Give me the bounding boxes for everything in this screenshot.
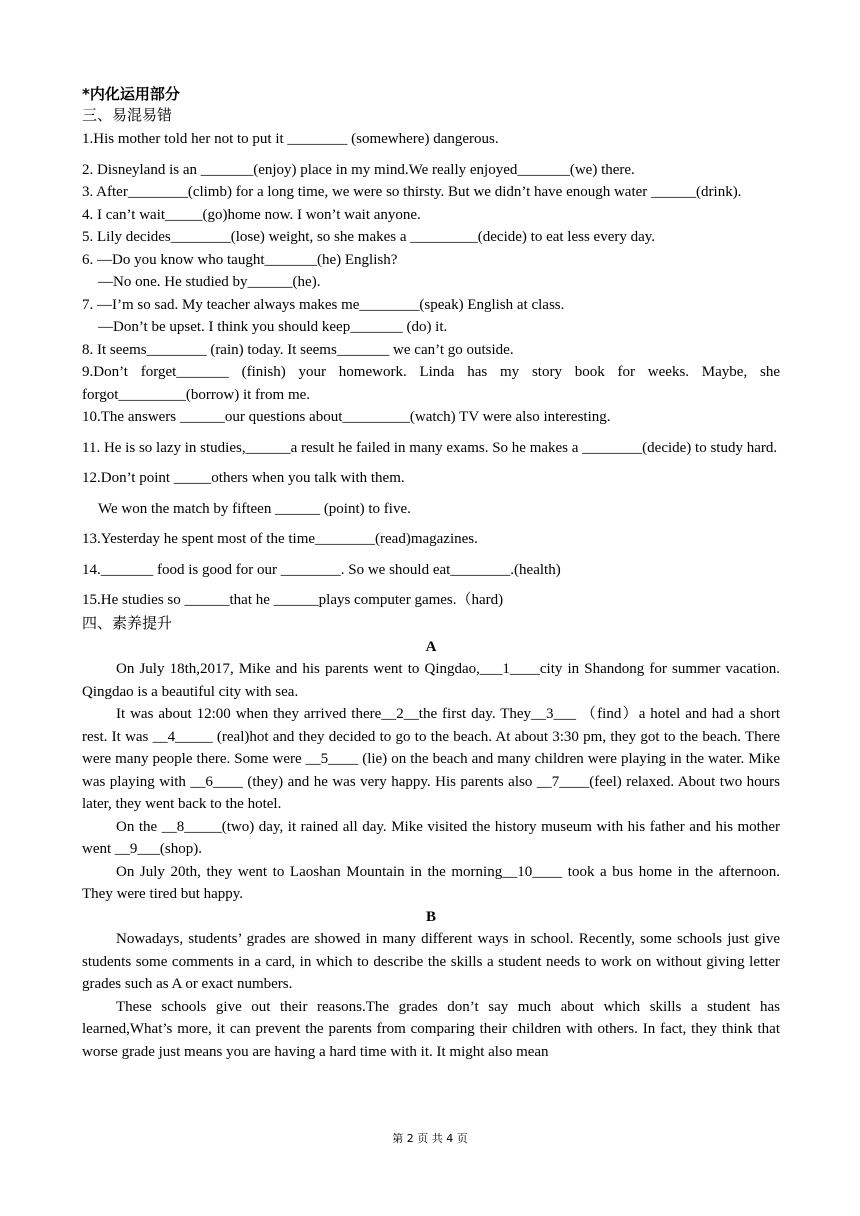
exercise-item: 9.Don’t forget_______ (finish) your homework. Linda has my story book for weeks. Maybe, she forgot_________(borrow) it from me. [82,364,780,403]
passage-paragraph: On July 20th, they went to Laoshan Mountain in the morning__10____ took a bus home in the afternoon. They were tired but happy. [82,863,780,902]
exercise-item: 2. Disneyland is an _______(enjoy) place in my mind.We really enjoyed_______(we) there. [82,161,635,178]
exercise-item: 6. —Do you know who taught_______(he) English? [82,251,398,268]
section-subtitle: 三、易混易错 [82,106,173,124]
exercise-item: 5. Lily decides________(lose) weight, so she makes a _________(decide) to eat less every day. [82,229,656,245]
exercise-item: We won the match by fifteen ______ (point) to five. [98,500,411,517]
exercise-item: 13.Yesterday he spent most of the time________(read)magazines. [82,531,478,547]
exercise-item: 1.His mother told her not to put it ________ (somewhere) dangerous. [82,131,499,147]
passage-paragraph: On the __8_____(two) day, it rained all day. Mike visited the history museum with his father and his mother went __9___(shop). [82,818,780,857]
exercise-item: 12.Don’t point _____others when you talk with them. [82,470,405,486]
passage-paragraph: These schools give out their reasons.The grades don’t say much about which skills a student has learned,What’s more, it can prevent the parents from comparing their children with others. In fact, they think that worse grade just means you are having a hard time with it. It might also mean [82,998,780,1060]
passage-label: A [425,638,437,655]
section-title: *内化运用部分 [82,85,180,103]
exercise-item: 14._______ food is good for our ________. So we should eat________.(health) [82,561,561,578]
passage-label: B [425,908,436,925]
exercise-item: 8. It seems________ (rain) today. It seems_______ we can’t go outside. [82,341,514,358]
exercise-item: 7. —I’m so sad. My teacher always makes me________(speak) English at class. [82,296,565,313]
passage-paragraph: Nowadays, students’ grades are showed in many different ways in school. Recently, some schools just give students some comments in a card, in which to describe the skills a student needs to work on without giving letter grades such as A or exact numbers. [82,931,780,992]
document-page [82,84,780,1063]
passage-paragraph: It was about 12:00 when they arrived there__2__the first day. They__3___ （find）a hotel and had a short rest. It was __4_____ (real)hot and they decided to go to the beach. At about 3:30 pm, they got to the beach. There were many people there. Some were __5____ (lie) on the beach and many children were playing in the water. Mike was playing with __6____ (they) and he was very happy. His parents also __7____(feel) relaxed. About two hours later, they went back to the hotel. [82,706,780,812]
exercise-item: 10.The answers ______our questions about_________(watch) TV were also interesting. [82,409,611,425]
exercise-item: —No one. He studied by______(he). [98,274,321,290]
page-footer: 第 2 页 共 4 页 [392,1132,468,1145]
exercise-item: 3. After________(climb) for a long time, we were so thirsty. But we didn’t have enough water ______(drink). [82,184,742,200]
exercise-item: 11. He is so lazy in studies,______a result he failed in many exams. So he makes a ________(decide) to study hard. [82,439,778,456]
exercise-item: 15.He studies so ______that he ______plays computer games.（hard) [82,592,504,608]
exercise-item: —Don’t be upset. I think you should keep_______ (do) it. [98,319,448,335]
passage-paragraph: On July 18th,2017, Mike and his parents went to Qingdao,___1____city in Shandong for summer vacation. Qingdao is a beautiful city with sea. [82,661,780,700]
exercise-item: 4. I can’t wait_____(go)home now. I won’t wait anyone. [82,206,421,223]
section-subtitle: 四、素养提升 [82,613,173,632]
